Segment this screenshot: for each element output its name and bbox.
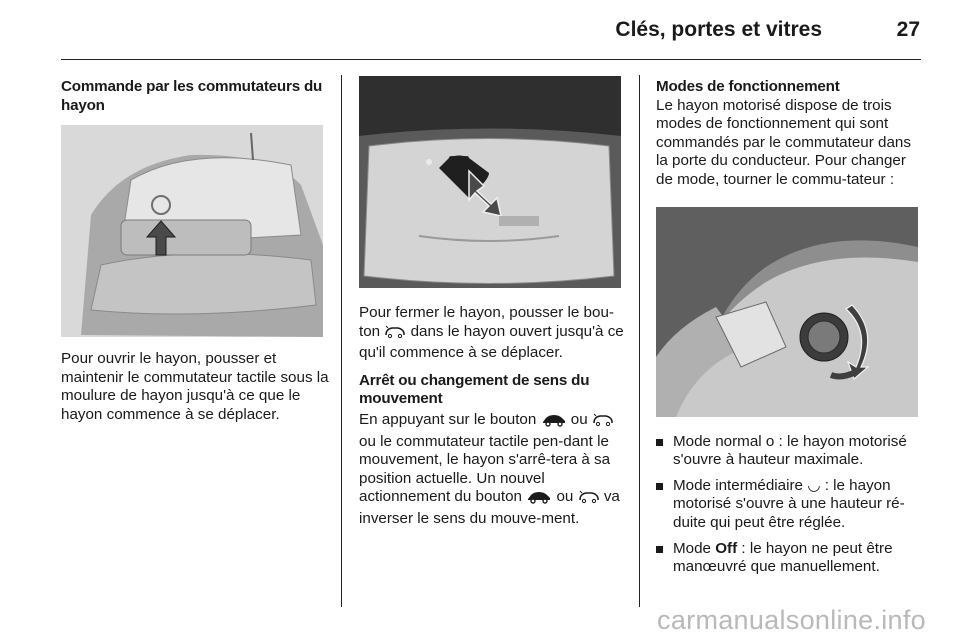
paragraph-operating-modes: Le hayon motorisé dispose de trois modes de fonctionnement qui sont commandés par le commutateur dans la porte du conducteur. Pour changer de mode, tourner le commu-tateur : bbox=[656, 96, 911, 188]
figure-tailgate-interior-button bbox=[359, 76, 621, 288]
modes-list bbox=[656, 433, 922, 577]
section-heading-stop-reverse: Arrêt ou changement de sens du mouvement bbox=[359, 371, 590, 408]
column-3 bbox=[656, 78, 922, 584]
page-title: Clés, portes et vitres bbox=[615, 18, 822, 41]
column-divider-2 bbox=[639, 75, 640, 607]
list-item-mode-intermediate: Mode intermédiaire ◡ : le hayon motorisé s'ouvre à une hauteur ré-duite qui peut être réglée. bbox=[656, 477, 922, 533]
paragraph-open-tailgate: Pour ouvrir le hayon, pousser et maintenir le commutateur tactile sous la moulure de hayon jusqu'à ce que le hayon commence à se déplacer. bbox=[61, 350, 329, 423]
header-divider bbox=[61, 59, 921, 60]
page-number: 27 bbox=[896, 18, 920, 41]
tailgate-open-icon bbox=[384, 325, 406, 345]
mode-off-label: Off bbox=[715, 539, 738, 557]
car-key-icon bbox=[541, 413, 567, 433]
watermark: carmanualsonline.info bbox=[657, 605, 926, 635]
column-divider-1 bbox=[341, 75, 342, 607]
car-key-icon bbox=[526, 490, 552, 510]
section-heading-tailgate-switches: Commande par les commutateurs du hayon bbox=[61, 78, 323, 114]
mode-intermediate-symbol: ◡ bbox=[807, 476, 821, 494]
figure-door-mode-switch bbox=[656, 207, 918, 417]
tailgate-open-icon bbox=[592, 413, 614, 433]
list-item-mode-normal: Mode normal o : le hayon motorisé s'ouvre à hauteur maximale. bbox=[656, 433, 922, 470]
paragraph-stop-reverse: En appuyant sur le bouton ou ou le commutateur tactile pen-dant le mouvement, le hayon s'arrê-tera à sa position actuelle. Un nouvel actionnement du bouton ou va inverser le sens du mouve-ment. bbox=[359, 410, 620, 527]
section-heading-operating-modes: Modes de fonctionnement bbox=[656, 78, 840, 95]
figure-tailgate-exterior bbox=[61, 125, 323, 337]
list-item-mode-off: Mode Off : le hayon ne peut être manœuvré que manuellement. bbox=[656, 540, 922, 577]
column-1 bbox=[61, 78, 329, 425]
paragraph-close-tailgate: Pour fermer le hayon, pousser le bou-ton dans le hayon ouvert jusqu'à ce qu'il commence à se déplacer. bbox=[359, 304, 624, 362]
tailgate-open-icon bbox=[578, 490, 600, 510]
mode-normal-symbol: o bbox=[765, 432, 775, 450]
column-2 bbox=[359, 76, 624, 529]
